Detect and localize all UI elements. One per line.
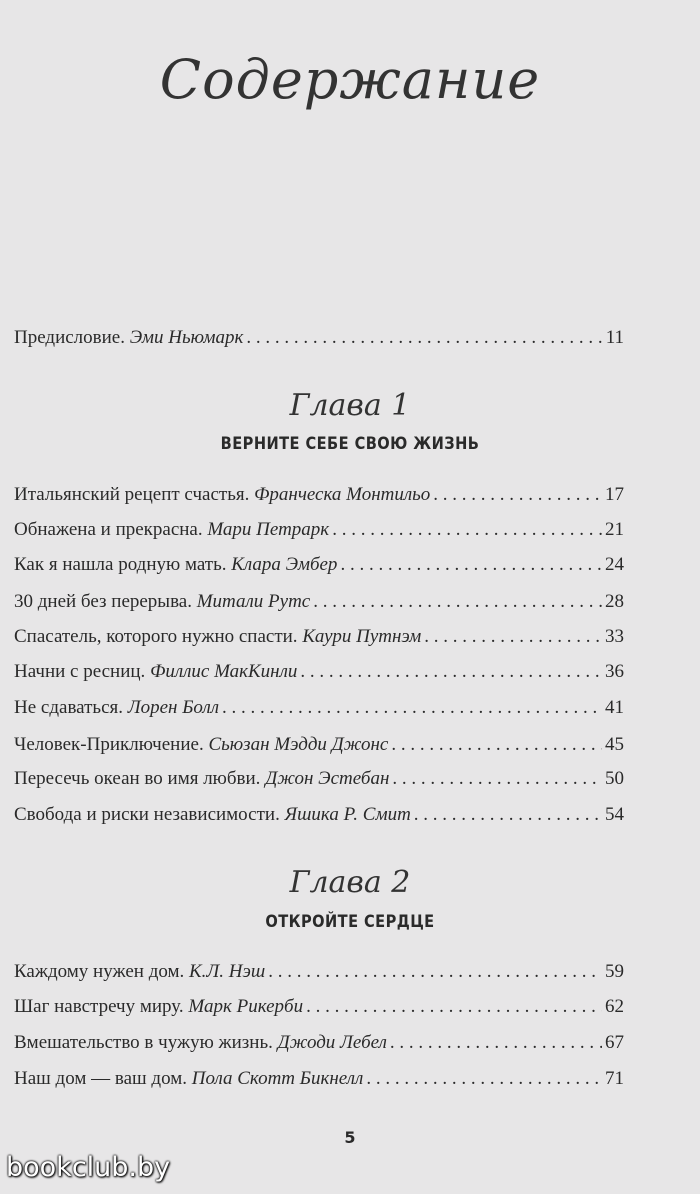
- entry-text: Пересечь океан во имя любви.: [14, 768, 261, 789]
- leader-dots: [222, 696, 602, 720]
- toc-entry: [14, 625, 624, 649]
- entry-text: Свобода и риски независимости.: [14, 804, 280, 825]
- leader-dots: [414, 803, 602, 827]
- entry-text: Вмешательство в чужую жизнь.: [14, 1032, 273, 1053]
- entry-page: 62: [605, 996, 624, 1017]
- entry-page: 11: [605, 327, 624, 348]
- entry-text: Начни с ресниц.: [14, 661, 146, 682]
- leader-dots: [392, 767, 602, 791]
- entry-page: 33: [605, 626, 624, 647]
- toc-entry: [14, 696, 624, 720]
- entry-text: Обнажена и прекрасна.: [14, 519, 203, 540]
- entry-author: Клара Эмбер: [231, 554, 338, 575]
- entry-text: 30 дней без перерыва.: [14, 591, 192, 612]
- leader-dots: [424, 625, 602, 649]
- leader-dots: [433, 483, 602, 507]
- toc-entry: [14, 960, 624, 984]
- leader-dots: [391, 733, 602, 757]
- chapter-number: Глава 2: [289, 865, 411, 900]
- entry-page: 21: [605, 519, 624, 540]
- leader-dots: [268, 960, 602, 984]
- entry-author: Пола Скотт Бикнелл: [191, 1068, 364, 1089]
- entry-author: Митали Рутс: [196, 591, 311, 612]
- entry-author: Эми Ньюмарк: [129, 327, 244, 348]
- toc-entry: [14, 518, 624, 542]
- entry-page: 17: [605, 484, 624, 505]
- entry-author: Джоди Лебел: [277, 1032, 387, 1053]
- watermark: bookclub.by: [6, 1152, 171, 1183]
- leader-dots: [340, 553, 602, 577]
- entry-text: Как я нашла родную мать.: [14, 554, 227, 575]
- entry-text: Наш дом — ваш дом.: [14, 1068, 187, 1089]
- toc-entry: [14, 483, 624, 507]
- entry-author: Сьюзан Мэдди Джонс: [208, 734, 389, 755]
- leader-dots: [300, 660, 602, 684]
- leader-dots: [313, 590, 602, 614]
- entry-page: 67: [605, 1032, 624, 1053]
- entry-author: К.Л. Нэш: [189, 961, 266, 982]
- entry-page: 50: [605, 768, 624, 789]
- entry-text: Итальянский рецепт счастья.: [14, 484, 250, 505]
- entry-page: 41: [605, 697, 624, 718]
- entry-text: Не сдаваться.: [14, 697, 123, 718]
- page-number: 5: [344, 1128, 356, 1147]
- page-title: Содержание: [159, 48, 541, 111]
- entry-page: 45: [605, 734, 624, 755]
- toc-entry: [14, 590, 624, 614]
- entry-page: 54: [605, 804, 624, 825]
- leader-dots: [366, 1067, 602, 1091]
- entry-text: Каждому нужен дом.: [14, 961, 185, 982]
- leader-dots: [306, 995, 602, 1019]
- entry-page: 28: [605, 591, 624, 612]
- entry-author: Лорен Болл: [127, 697, 220, 718]
- entry-author: Франческа Монтильо: [254, 484, 431, 505]
- entry-page: 71: [605, 1068, 624, 1089]
- entry-page: 36: [605, 661, 624, 682]
- entry-author: Мари Петрарк: [207, 519, 330, 540]
- chapter-number: Глава 1: [289, 388, 411, 423]
- toc-entry: [14, 733, 624, 757]
- entry-author: Яшика Р. Смит: [284, 804, 411, 825]
- toc-entry: [14, 1067, 624, 1091]
- toc-entry: [14, 995, 624, 1019]
- entry-text: Предисловие.: [14, 327, 125, 348]
- toc-entry: [14, 767, 624, 791]
- chapter-title: ОТКРОЙТЕ СЕРДЦЕ: [265, 912, 435, 932]
- entry-author: Джон Эстебан: [265, 768, 390, 789]
- toc-entry: [14, 803, 624, 827]
- entry-author: Каури Путнэм: [302, 626, 422, 647]
- leader-dots: [332, 518, 602, 542]
- leader-dots: [390, 1031, 602, 1055]
- entry-text: Шаг навстречу миру.: [14, 996, 184, 1017]
- leader-dots: [246, 326, 602, 350]
- entry-page: 59: [605, 961, 624, 982]
- toc-entry: [14, 660, 624, 684]
- entry-text: Человек-Приключение.: [14, 734, 204, 755]
- chapter-title: ВЕРНИТЕ СЕБЕ СВОЮ ЖИЗНЬ: [220, 434, 480, 454]
- entry-author: Марк Рикерби: [188, 996, 304, 1017]
- entry-page: 24: [605, 554, 624, 575]
- toc-entry: [14, 553, 624, 577]
- toc-entry-preface: [14, 326, 624, 350]
- toc-entry: [14, 1031, 624, 1055]
- entry-text: Спасатель, которого нужно спасти.: [14, 626, 298, 647]
- entry-author: Филлис МакКинли: [150, 661, 298, 682]
